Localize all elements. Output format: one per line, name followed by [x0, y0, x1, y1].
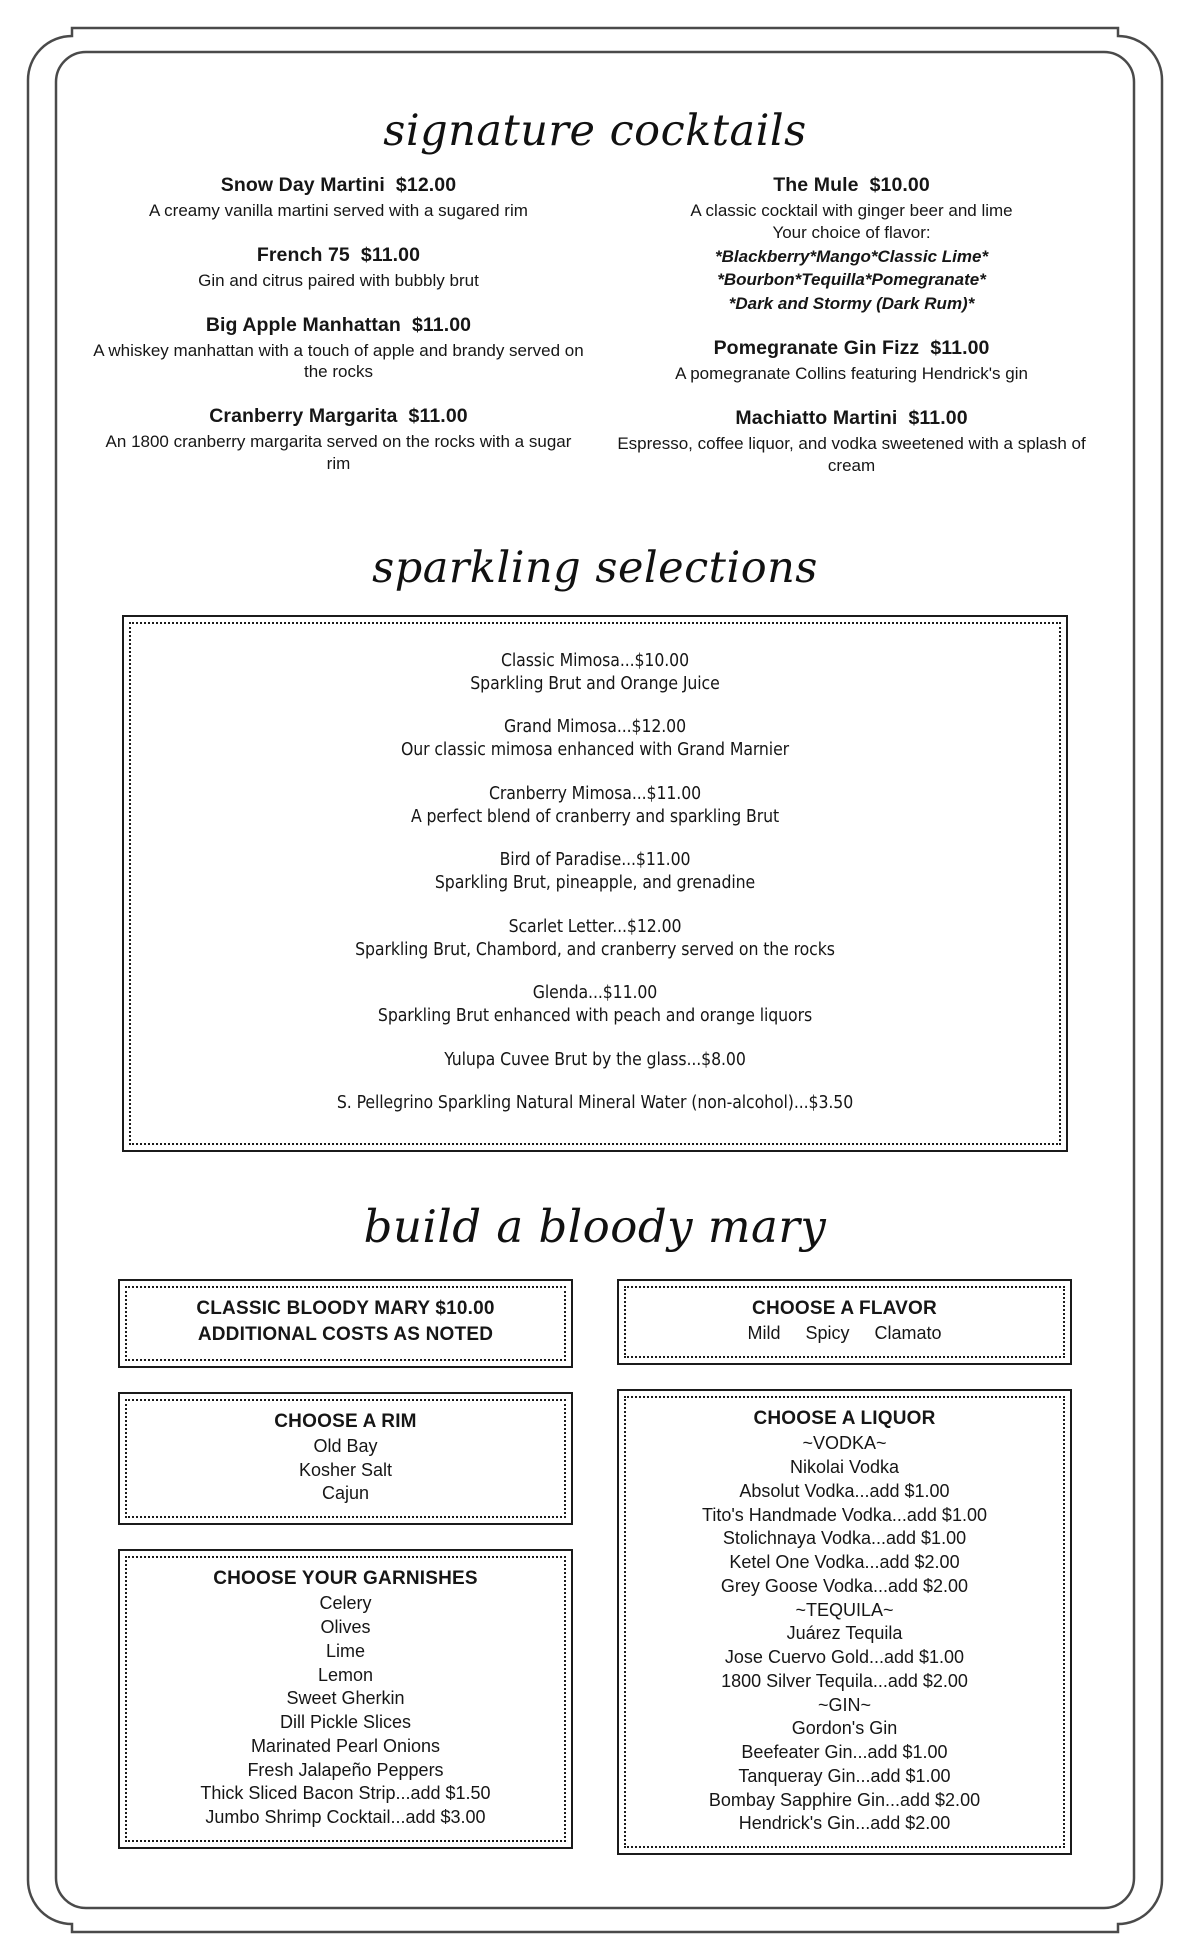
liquor-option[interactable]: Ketel One Vodka...add $2.00	[729, 1552, 960, 1573]
cocktail-flavor-prompt: Your choice of flavor:	[772, 222, 931, 242]
sparkling-item	[143, 849, 1047, 896]
cocktail-name: The Mule $10.00	[773, 174, 930, 196]
flavor-options-row	[636, 1322, 1053, 1346]
liquor-option[interactable]: Beefeater Gin...add $1.00	[741, 1742, 948, 1763]
sparkling-description: Sparkling Brut and Orange Juice	[470, 673, 720, 694]
liquor-option[interactable]: Juárez Tequila	[786, 1623, 903, 1644]
liquor-option[interactable]: 1800 Silver Tequila...add $2.00	[721, 1670, 968, 1691]
rim-option[interactable]: Old Bay	[313, 1435, 378, 1456]
rim-option[interactable]: Cajun	[321, 1483, 370, 1504]
sparkling-name: Glenda...$11.00	[532, 983, 658, 1004]
cocktail-description: A pomegranate Collins featuring Hendrick's gin	[675, 364, 1028, 384]
cocktail-description: Espresso, coffee liquor, and vodka sweetened with a splash of cream	[617, 434, 1086, 475]
liquor-option[interactable]: Nikolai Vodka	[789, 1457, 900, 1478]
garnish-option[interactable]: Lime	[325, 1640, 365, 1661]
garnish-option[interactable]: Dill Pickle Slices	[279, 1712, 412, 1733]
choose-a-rim-box	[118, 1392, 573, 1525]
sparkling-description: Our classic mimosa enhanced with Grand Marnier	[400, 740, 790, 761]
sparkling-name: Cranberry Mimosa...$11.00	[488, 783, 702, 804]
choose-your-garnishes-title: CHOOSE YOUR GARNISHES	[213, 1568, 478, 1590]
cocktail-item	[92, 405, 585, 475]
garnish-option[interactable]: Fresh Jalapeño Peppers	[247, 1759, 444, 1780]
garnish-option[interactable]: Olives	[320, 1617, 371, 1638]
bloody-mary-grid	[88, 1279, 1102, 1879]
sparkling-item	[143, 716, 1047, 763]
sparkling-name: Yulupa Cuvee Brut by the glass...$8.00	[444, 1049, 746, 1070]
flavor-option[interactable]: Mild	[747, 1323, 781, 1344]
garnish-option[interactable]: Lemon	[317, 1664, 374, 1685]
liquor-option[interactable]: Tito's Handmade Vodka...add $1.00	[702, 1504, 987, 1525]
liquor-option[interactable]: Stolichnaya Vodka...add $1.00	[722, 1528, 967, 1549]
sparkling-name: Grand Mimosa...$12.00	[503, 717, 687, 738]
cocktail-flavor-line: *Dark and Stormy (Dark Rum)*	[728, 294, 975, 314]
choose-a-flavor-title: CHOOSE A FLAVOR	[752, 1298, 937, 1320]
cocktail-description: A creamy vanilla martini served with a sugared rim	[149, 201, 528, 220]
build-a-bloody-mary-heading: build a bloody mary	[363, 1200, 827, 1254]
choose-a-rim-title: CHOOSE A RIM	[274, 1410, 417, 1432]
sparkling-name: Classic Mimosa...$10.00	[500, 650, 689, 671]
garnish-option[interactable]: Sweet Gherkin	[286, 1688, 405, 1709]
liquor-group-label-vodka: ~VODKA~	[802, 1433, 887, 1454]
sparkling-item	[143, 1049, 1047, 1072]
garnish-option[interactable]: Marinated Pearl Onions	[250, 1735, 441, 1756]
sparkling-name: Scarlet Letter...$12.00	[508, 916, 682, 937]
sparkling-item	[143, 916, 1047, 963]
liquor-group-label-gin: ~GIN~	[817, 1694, 872, 1715]
liquor-option[interactable]: Tanqueray Gin...add $1.00	[738, 1765, 951, 1786]
sparkling-item	[143, 650, 1047, 697]
liquor-option[interactable]: Hendrick's Gin...add $2.00	[738, 1813, 951, 1834]
garnish-option[interactable]: Celery	[319, 1593, 372, 1614]
signature-cocktails-heading: signature cocktails	[383, 106, 807, 156]
liquor-option[interactable]: Bombay Sapphire Gin...add $2.00	[708, 1789, 981, 1810]
cocktail-name: French 75 $11.00	[256, 243, 421, 266]
sparkling-selections-box	[122, 615, 1068, 1153]
cocktail-flavor-line: *Bourbon*Tequilla*Pomegranate*	[717, 270, 986, 290]
garnish-option[interactable]: Thick Sliced Bacon Strip...add $1.50	[200, 1783, 491, 1804]
sparkling-item	[143, 982, 1047, 1029]
liquor-option[interactable]: Absolut Vodka...add $1.00	[739, 1480, 950, 1501]
sparkling-item	[143, 1092, 1047, 1115]
cocktail-item	[92, 174, 585, 222]
liquor-group-label-tequila: ~TEQUILA~	[795, 1599, 894, 1620]
signature-right-column	[605, 174, 1098, 499]
sparkling-description: A perfect blend of cranberry and sparkling Brut	[410, 806, 780, 827]
choose-a-flavor-box	[617, 1279, 1072, 1365]
classic-bloody-mary-note: ADDITIONAL COSTS AS NOTED	[197, 1324, 494, 1346]
sparkling-name: Bird of Paradise...$11.00	[499, 850, 691, 871]
flavor-option[interactable]: Clamato	[874, 1323, 942, 1344]
cocktail-item	[92, 314, 585, 384]
sparkling-selections-heading: sparkling selections	[372, 542, 818, 593]
cocktail-description: A classic cocktail with ginger beer and lime	[690, 201, 1013, 220]
choose-a-liquor-title: CHOOSE A LIQUOR	[753, 1408, 936, 1430]
bloody-mary-left-column	[118, 1279, 573, 1873]
signature-cocktails-grid	[88, 174, 1102, 499]
garnish-option[interactable]: Jumbo Shrimp Cocktail...add $3.00	[205, 1807, 486, 1828]
cocktail-name: Machiatto Martini $11.00	[735, 407, 968, 430]
liquor-option[interactable]: Jose Cuervo Gold...add $1.00	[724, 1647, 965, 1668]
sparkling-description: Sparkling Brut, pineapple, and grenadine	[434, 873, 756, 894]
cocktail-name: Pomegranate Gin Fizz $11.00	[713, 337, 990, 360]
classic-bloody-mary-price: CLASSIC BLOODY MARY $10.00	[196, 1298, 495, 1320]
signature-left-column	[92, 174, 585, 497]
cocktail-description: An 1800 cranberry margarita served on the rocks with a sugar rim	[105, 432, 572, 473]
cocktail-item	[605, 337, 1098, 385]
sparkling-name: S. Pellegrino Sparkling Natural Mineral Water (non-alcohol)...$3.50	[336, 1092, 854, 1113]
liquor-option[interactable]: Grey Goose Vodka...add $2.00	[720, 1575, 969, 1596]
cocktail-item	[605, 407, 1098, 477]
sparkling-description: Sparkling Brut enhanced with peach and orange liquors	[377, 1006, 813, 1027]
rim-option[interactable]: Kosher Salt	[298, 1459, 393, 1480]
cocktail-item	[92, 244, 585, 292]
flavor-option[interactable]: Spicy	[805, 1323, 850, 1344]
cocktail-flavor-line: *Blackberry*Mango*Classic Lime*	[715, 246, 989, 266]
classic-bloody-mary-box	[118, 1279, 573, 1367]
bloody-mary-right-column	[617, 1279, 1072, 1879]
choose-a-liquor-box	[617, 1389, 1072, 1855]
choose-your-garnishes-box	[118, 1549, 573, 1849]
cocktail-item	[605, 174, 1098, 315]
cocktail-description: Gin and citrus paired with bubbly brut	[198, 270, 479, 290]
sparkling-item	[143, 783, 1047, 830]
sparkling-description: Sparkling Brut, Chambord, and cranberry served on the rocks	[355, 939, 835, 960]
cocktail-name: Big Apple Manhattan $11.00	[205, 313, 472, 336]
liquor-option[interactable]: Gordon's Gin	[791, 1718, 898, 1739]
cocktail-description: A whiskey manhattan with a touch of apple and brandy served on the rocks	[93, 340, 584, 382]
cocktail-name: Cranberry Margarita $11.00	[209, 405, 468, 427]
cocktail-name: Snow Day Martini $12.00	[220, 174, 457, 196]
